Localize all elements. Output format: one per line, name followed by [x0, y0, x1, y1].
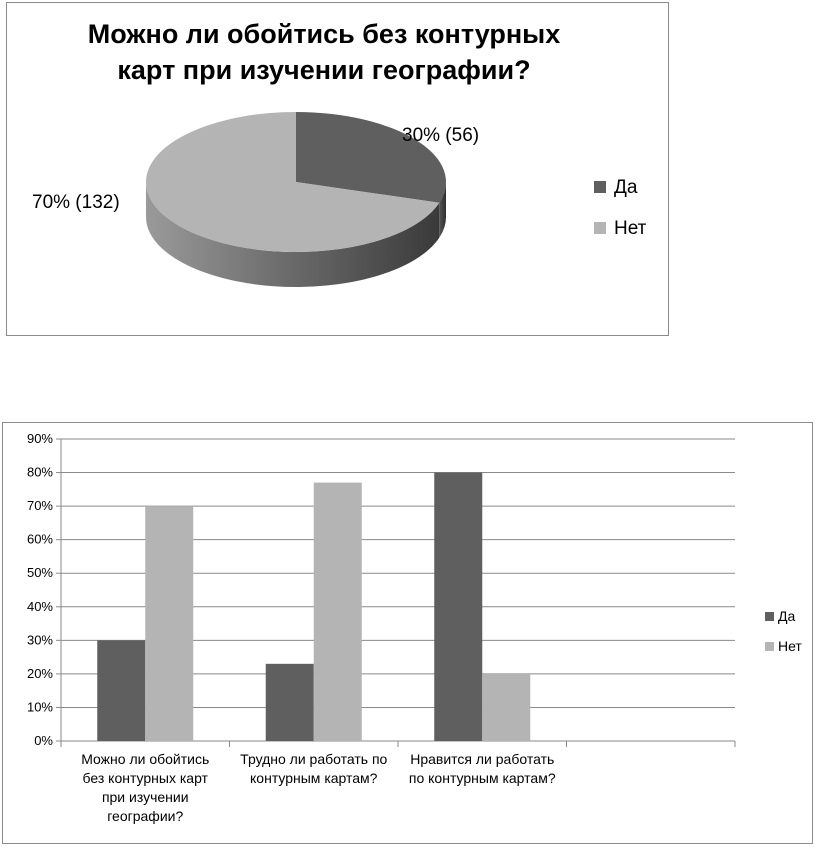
- bar-Да-0: [97, 640, 145, 741]
- legend-swatch-Да: [594, 181, 606, 193]
- legend-swatch-Нет: [765, 642, 774, 651]
- bar-Нет-1: [314, 483, 362, 741]
- pie-title-line: карт при изучении географии?: [117, 55, 531, 85]
- category-label-1: контурным картам?: [250, 770, 378, 786]
- legend-label-Нет: Нет: [778, 638, 802, 654]
- category-label-0: географии?: [107, 808, 184, 824]
- y-tick-label: 30%: [26, 632, 53, 648]
- y-tick-label: 50%: [26, 565, 53, 581]
- category-label-2: по контурным картам?: [408, 770, 556, 786]
- y-tick-label: 0%: [34, 733, 53, 748]
- legend-label-Да: Да: [778, 608, 796, 624]
- category-label-1: Трудно ли работать по: [240, 751, 388, 767]
- category-label-2: Нравится ли работать: [410, 751, 555, 767]
- pie-label-net: 70% (132): [32, 192, 120, 213]
- bar-Да-1: [266, 664, 314, 741]
- legend-label-Да: Да: [614, 177, 638, 198]
- bar-Нет-0: [145, 506, 193, 741]
- category-label-0: без контурных карт: [82, 770, 208, 786]
- legend-label-Нет: Нет: [614, 218, 647, 239]
- y-tick-label: 40%: [26, 598, 53, 614]
- y-tick-label: 70%: [26, 498, 53, 514]
- y-tick-label: 80%: [26, 464, 53, 480]
- bar-chart: [3, 423, 814, 845]
- pie-chart: [7, 3, 670, 337]
- y-tick-label: 60%: [26, 531, 53, 547]
- y-tick-label: 10%: [26, 699, 53, 715]
- bar-Нет-2: [482, 674, 530, 741]
- y-tick-label: 90%: [26, 431, 53, 446]
- bar-Да-2: [434, 473, 482, 741]
- category-label-0: Можно ли обойтись: [81, 751, 210, 767]
- pie-label-da: 30% (56): [402, 125, 480, 146]
- pie-title-line: Можно ли обойтись без контурных: [87, 19, 561, 49]
- legend-swatch-Да: [765, 612, 774, 621]
- y-tick-label: 20%: [26, 665, 53, 681]
- legend-swatch-Нет: [594, 222, 606, 234]
- category-label-0: при изучении: [101, 789, 189, 805]
- bar-chart-panel: [2, 422, 813, 844]
- pie-chart-panel: [6, 2, 669, 336]
